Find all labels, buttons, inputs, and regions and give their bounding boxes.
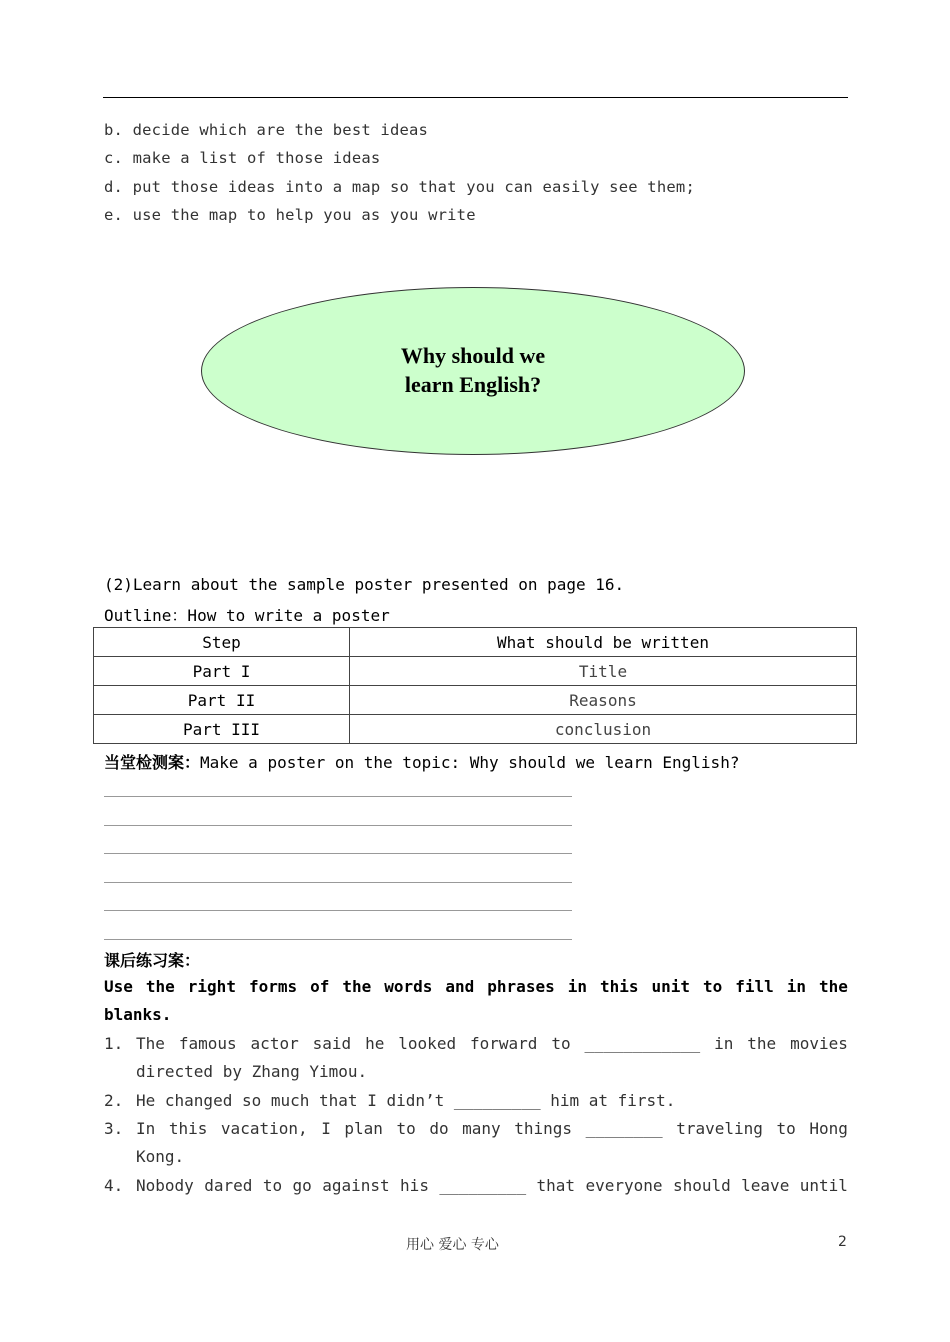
instruction-word: to (702, 977, 723, 996)
answer-line[interactable] (104, 939, 572, 940)
test-prompt-label: 当堂检测案： (104, 753, 201, 772)
exercise-word: his (400, 1176, 429, 1195)
exercise-word: in (714, 1034, 734, 1053)
table-header-row (94, 628, 857, 657)
exercise-word: plan (344, 1119, 383, 1138)
exercise-number: 2. (104, 1091, 124, 1110)
outline-table (93, 627, 857, 744)
answer-line[interactable] (104, 910, 572, 911)
exercise-word: until (799, 1176, 848, 1195)
exercise-word: dared (204, 1176, 253, 1195)
fill-blank[interactable]: ________ (585, 1119, 663, 1138)
exercise-number: 3. (104, 1119, 124, 1138)
homework-instruction (104, 977, 848, 996)
exercise-text-continued: Kong. (136, 1147, 185, 1166)
exercise-word: he (365, 1034, 385, 1053)
fill-blank[interactable]: _________ (439, 1176, 527, 1195)
exercise-word: In (136, 1119, 156, 1138)
exercise-word: to (776, 1119, 796, 1138)
exercise-word: looked (398, 1034, 457, 1053)
table-cell-content: Title (350, 657, 857, 686)
page-number: 2 (838, 1234, 847, 1250)
answer-line[interactable] (104, 882, 572, 883)
table-cell-content: conclusion (350, 715, 857, 744)
exercise-word: forward (470, 1034, 538, 1053)
exercise-word: to (262, 1176, 283, 1195)
exercise-text (136, 1119, 848, 1138)
exercise-word: actor (250, 1034, 299, 1053)
exercise-word: Nobody (136, 1176, 194, 1195)
step-e: e. use the map to help you as you write (104, 206, 476, 224)
exercise-word: things (514, 1119, 573, 1138)
exercise-word: to (551, 1034, 571, 1053)
exercise-word: traveling (676, 1119, 763, 1138)
exercise-word: said (312, 1034, 352, 1053)
instruction-word: in (786, 977, 807, 996)
test-prompt-text: Make a poster on the topic: Why should we learn English? (200, 753, 740, 772)
exercise-word: many (462, 1119, 501, 1138)
exercise-word: against (322, 1176, 390, 1195)
exercise-word: famous (178, 1034, 237, 1053)
table-header-step: Step (94, 628, 350, 657)
exercise-word: that (536, 1176, 576, 1195)
footer-motto: 用心 爱心 专心 (406, 1237, 499, 1253)
exercise-word: I (321, 1119, 331, 1138)
answer-line[interactable] (104, 796, 572, 797)
table-row (94, 715, 857, 744)
exercise-word: Hong (809, 1119, 848, 1138)
exercise-text-continued: directed by Zhang Yimou. (136, 1062, 368, 1081)
exercise-word: The (136, 1034, 165, 1053)
instruction-word: phrases (487, 977, 555, 996)
instruction-word: the (819, 977, 848, 996)
exercise-text: He changed so much that I didn’t _________ him at first. (136, 1091, 676, 1110)
instruction-word: of (310, 977, 330, 996)
test-prompt (104, 750, 739, 773)
step-d: d. put those ideas into a map so that you can easily see them; (104, 178, 695, 196)
exercise-word: leave (741, 1176, 790, 1195)
answer-line[interactable] (104, 825, 572, 826)
fill-blank[interactable]: ____________ (584, 1034, 701, 1053)
exercise-number: 4. (104, 1176, 124, 1195)
table-header-content: What should be written (350, 628, 857, 657)
exercise-text (136, 1176, 848, 1195)
instruction-word: forms (248, 977, 298, 996)
header-rule (103, 97, 848, 98)
table-cell-step: Part I (94, 657, 350, 686)
instruction-word: this (599, 977, 639, 996)
instruction-word: in (567, 977, 587, 996)
homework-label: 课后练习案： (104, 951, 201, 970)
instruction-word: unit (651, 977, 690, 996)
table-cell-content: Reasons (350, 686, 857, 715)
mind-map-topic (201, 341, 745, 399)
instruction-word: the (342, 977, 372, 996)
instruction-word: and (445, 977, 475, 996)
outline-label: Outline：How to write a poster (104, 606, 390, 625)
instruction-word: fill (735, 977, 774, 996)
exercise-text (136, 1034, 848, 1053)
answer-line[interactable] (104, 853, 572, 854)
instruction-word: the (145, 977, 175, 996)
exercise-number: 1. (104, 1034, 124, 1053)
table-cell-step: Part III (94, 715, 350, 744)
exercise-word: go (292, 1176, 312, 1195)
exercise-word: do (429, 1119, 449, 1138)
exercise-word: this (168, 1119, 208, 1138)
instruction-word: Use (104, 977, 133, 996)
instruction-word: words (384, 977, 433, 996)
homework-instruction-end: blanks. (104, 1005, 172, 1024)
table-row (94, 657, 857, 686)
exercise-word: the (747, 1034, 777, 1053)
exercise-word: everyone (585, 1176, 663, 1195)
sample-intro: (2)Learn about the sample poster presented on page 16. (104, 575, 625, 594)
mind-map-line-2: learn English? (404, 372, 542, 397)
exercise-word: to (396, 1119, 416, 1138)
table-row (94, 686, 857, 715)
exercise-word: vacation, (220, 1119, 308, 1138)
step-b: b. decide which are the best ideas (104, 121, 429, 139)
table-cell-step: Part II (94, 686, 350, 715)
mind-map-line-1: Why should we (400, 343, 546, 368)
instruction-word: right (187, 977, 236, 996)
step-c: c. make a list of those ideas (104, 149, 381, 167)
exercise-word: movies (790, 1034, 848, 1053)
exercise-word: should (672, 1176, 731, 1195)
